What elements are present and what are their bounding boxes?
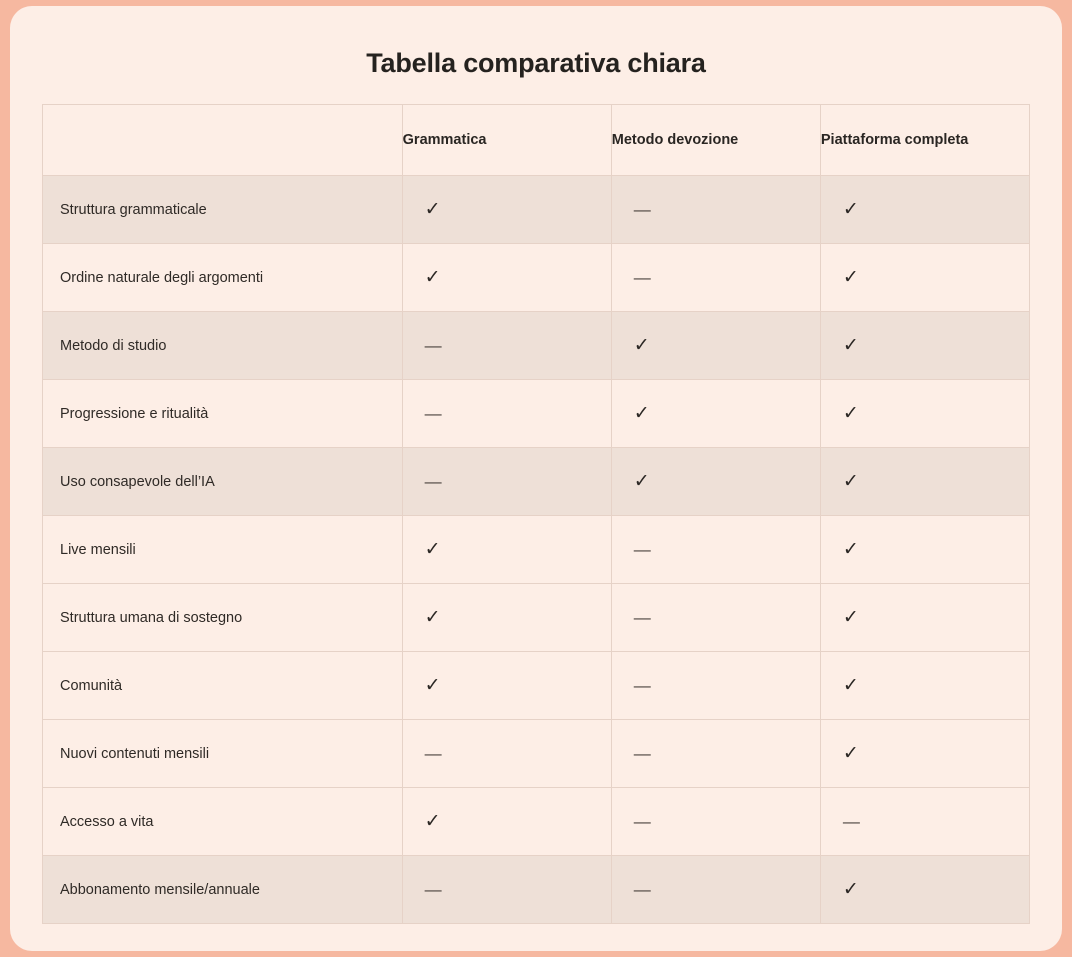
check-icon xyxy=(611,312,820,380)
check-icon xyxy=(611,448,820,516)
cell-value: ✓ xyxy=(842,878,859,900)
cell-value: ✓ xyxy=(842,198,859,220)
table-header xyxy=(43,105,1030,176)
cell-value: ✓ xyxy=(633,334,650,356)
cell-value: — xyxy=(842,811,860,831)
table-row xyxy=(43,176,1030,244)
column-header-piattaforma-completa: Piattaforma completa xyxy=(820,105,1029,176)
page-title: Tabella comparativa chiara xyxy=(366,48,706,78)
cell-value: — xyxy=(633,879,651,899)
check-icon xyxy=(402,584,611,652)
dash-icon xyxy=(611,244,820,312)
dash-icon xyxy=(611,652,820,720)
cell-value: ✓ xyxy=(424,538,441,560)
cell-value: — xyxy=(633,811,651,831)
cell-value: — xyxy=(633,675,651,695)
row-label: Accesso a vita xyxy=(43,788,403,856)
table-row xyxy=(43,448,1030,516)
column-header-grammatica: Grammatica xyxy=(402,105,611,176)
table-row xyxy=(43,652,1030,720)
dash-icon xyxy=(611,856,820,924)
table-row xyxy=(43,720,1030,788)
table-header-row xyxy=(43,105,1030,176)
row-label: Metodo di studio xyxy=(43,312,403,380)
dash-icon xyxy=(611,176,820,244)
cell-value: ✓ xyxy=(424,198,441,220)
dash-icon xyxy=(611,720,820,788)
column-header-metodo-devozione: Metodo devozione xyxy=(611,105,820,176)
column-header-feature xyxy=(43,105,403,176)
cell-value: ✓ xyxy=(842,334,859,356)
dash-icon xyxy=(820,788,1029,856)
row-label: Struttura umana di sostegno xyxy=(43,584,403,652)
comparison-table xyxy=(42,104,1030,924)
table-row xyxy=(43,856,1030,924)
row-label: Progressione e ritualità xyxy=(43,380,403,448)
check-icon xyxy=(820,176,1029,244)
check-icon xyxy=(611,380,820,448)
cell-value: ✓ xyxy=(842,742,859,764)
cell-value: — xyxy=(424,403,442,423)
row-label: Abbonamento mensile/annuale xyxy=(43,856,403,924)
table-row xyxy=(43,788,1030,856)
check-icon xyxy=(820,448,1029,516)
cell-value: ✓ xyxy=(424,674,441,696)
cell-value: ✓ xyxy=(633,470,650,492)
dash-icon xyxy=(402,448,611,516)
dash-icon xyxy=(402,856,611,924)
row-label: Uso consapevole dell’IA xyxy=(43,448,403,516)
page-card xyxy=(10,6,1062,951)
check-icon xyxy=(820,312,1029,380)
check-icon xyxy=(820,652,1029,720)
check-icon xyxy=(820,244,1029,312)
check-icon xyxy=(820,720,1029,788)
dash-icon xyxy=(611,584,820,652)
check-icon xyxy=(402,788,611,856)
dash-icon xyxy=(402,312,611,380)
cell-value: — xyxy=(633,743,651,763)
row-label: Ordine naturale degli argomenti xyxy=(43,244,403,312)
comparison-table-container xyxy=(42,104,1030,924)
cell-value: ✓ xyxy=(842,402,859,424)
cell-value: — xyxy=(424,879,442,899)
cell-value: — xyxy=(424,335,442,355)
cell-value: — xyxy=(633,539,651,559)
check-icon xyxy=(820,516,1029,584)
cell-value: — xyxy=(633,607,651,627)
row-label: Live mensili xyxy=(43,516,403,584)
cell-value: — xyxy=(633,267,651,287)
dash-icon xyxy=(402,720,611,788)
cell-value: — xyxy=(424,471,442,491)
check-icon xyxy=(402,244,611,312)
check-icon xyxy=(402,516,611,584)
dash-icon xyxy=(402,380,611,448)
check-icon xyxy=(820,380,1029,448)
check-icon xyxy=(820,584,1029,652)
row-label: Struttura grammaticale xyxy=(43,176,403,244)
table-row xyxy=(43,312,1030,380)
table-body xyxy=(43,176,1030,924)
cell-value: ✓ xyxy=(842,674,859,696)
table-row xyxy=(43,380,1030,448)
cell-value: ✓ xyxy=(633,402,650,424)
cell-value: ✓ xyxy=(424,266,441,288)
check-icon xyxy=(402,652,611,720)
cell-value: ✓ xyxy=(842,470,859,492)
cell-value: ✓ xyxy=(424,606,441,628)
dash-icon xyxy=(611,516,820,584)
cell-value: ✓ xyxy=(842,538,859,560)
table-row xyxy=(43,244,1030,312)
cell-value: — xyxy=(424,743,442,763)
check-icon xyxy=(820,856,1029,924)
dash-icon xyxy=(611,788,820,856)
cell-value: ✓ xyxy=(842,606,859,628)
row-label: Comunità xyxy=(43,652,403,720)
row-label: Nuovi contenuti mensili xyxy=(43,720,403,788)
cell-value: ✓ xyxy=(842,266,859,288)
table-row xyxy=(43,584,1030,652)
cell-value: — xyxy=(633,199,651,219)
table-row xyxy=(43,516,1030,584)
cell-value: ✓ xyxy=(424,810,441,832)
check-icon xyxy=(402,176,611,244)
